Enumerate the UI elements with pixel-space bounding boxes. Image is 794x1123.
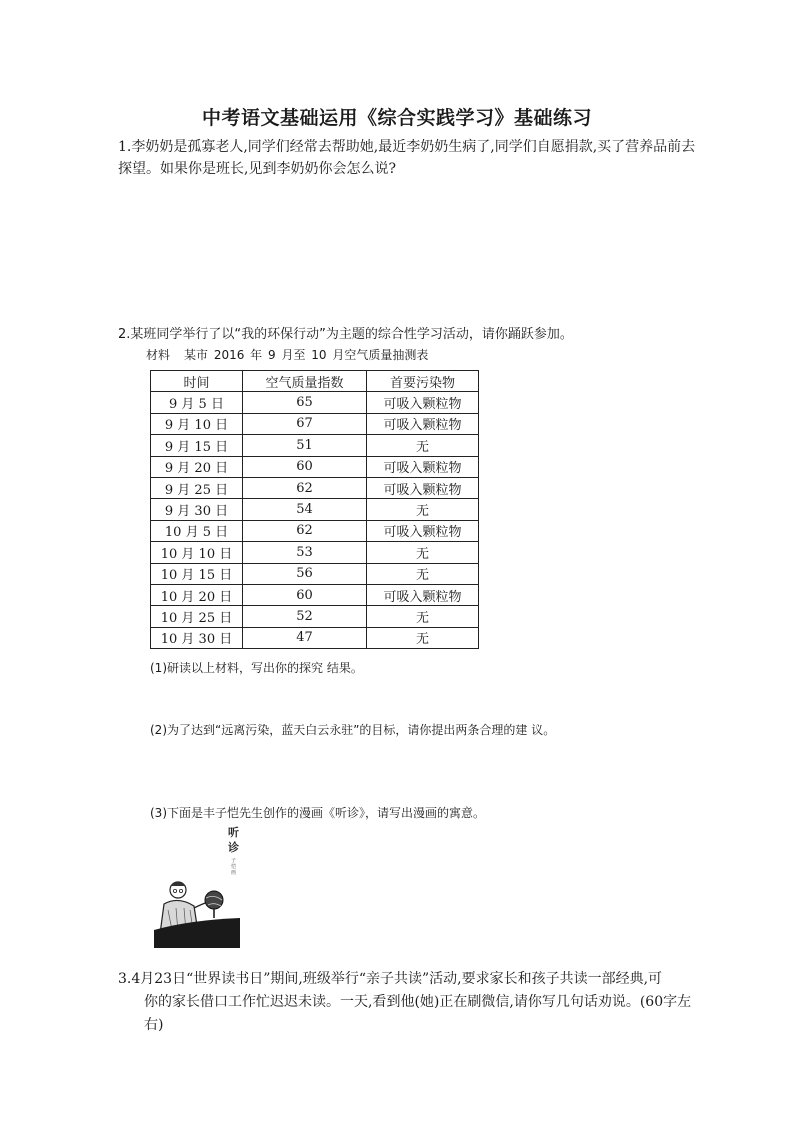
pollutant-cell: 可吸入颗粒物 bbox=[367, 520, 479, 541]
question-2-part-2: (2)为了达到“远离污染，蓝天白云永驻”的目标，请你提出两条合理的建 议。 bbox=[150, 723, 556, 737]
aqi-cell: 65 bbox=[243, 392, 367, 413]
material-title: 某市 2016 年 9 月至 10 月空气质量抽测表 bbox=[184, 348, 429, 362]
question-3-line-2: 你的家长借口工作忙迟迟未读。一天,看到他(她)正在刷微信,请你写几句话劝说。(60字左 bbox=[144, 994, 692, 1010]
pollutant-cell: 无 bbox=[367, 435, 479, 456]
table-row bbox=[151, 606, 479, 627]
date-cell: 9 月 20 日 bbox=[151, 456, 243, 477]
table-row bbox=[151, 584, 479, 605]
question-2-part-3: (3)下面是丰子恺先生创作的漫画《听诊》，请写出漫画的寓意。 bbox=[150, 806, 486, 820]
comic-signature-3: 画 bbox=[231, 870, 237, 876]
material-caption bbox=[146, 346, 428, 363]
table-row bbox=[151, 413, 479, 434]
table-header-cell: 空气质量指数 bbox=[243, 371, 367, 392]
aqi-cell: 62 bbox=[243, 477, 367, 498]
table-header-cell: 时间 bbox=[151, 371, 243, 392]
date-cell: 10 月 10 日 bbox=[151, 542, 243, 563]
air-quality-table bbox=[150, 370, 479, 649]
table-row bbox=[151, 563, 479, 584]
table-row bbox=[151, 499, 479, 520]
question-2: 2.某班同学举行了以“我的环保行动”为主题的综合性学习活动，请你踊跃参加。 bbox=[118, 327, 573, 342]
aqi-cell: 56 bbox=[243, 563, 367, 584]
pollutant-cell: 无 bbox=[367, 606, 479, 627]
comic-illustration bbox=[150, 822, 242, 948]
pollutant-cell: 可吸入颗粒物 bbox=[367, 584, 479, 605]
aqi-cell: 47 bbox=[243, 627, 367, 648]
aqi-cell: 51 bbox=[243, 435, 367, 456]
pollutant-cell: 无 bbox=[367, 499, 479, 520]
table-row bbox=[151, 456, 479, 477]
question-3-line-3: 右) bbox=[144, 1017, 164, 1033]
comic-signature-2: 恺 bbox=[231, 864, 237, 870]
aqi-cell: 60 bbox=[243, 456, 367, 477]
date-cell: 10 月 20 日 bbox=[151, 584, 243, 605]
pollutant-cell: 可吸入颗粒物 bbox=[367, 477, 479, 498]
pollutant-cell: 可吸入颗粒物 bbox=[367, 456, 479, 477]
date-cell: 10 月 25 日 bbox=[151, 606, 243, 627]
globe-icon bbox=[205, 891, 223, 909]
question-1: 1.李奶奶是孤寡老人,同学们经常去帮助她,最近李奶奶生病了,同学们自愿捐款,买了营养品前去探望。如果你是班长,见到李奶奶你会怎么说? bbox=[118, 139, 696, 177]
comic-title-char-1: 听 bbox=[228, 826, 239, 839]
question-2-part-1: (1)研读以上材料，写出你的探究 结果。 bbox=[150, 661, 363, 675]
date-cell: 9 月 10 日 bbox=[151, 413, 243, 434]
table-row bbox=[151, 542, 479, 563]
comic-title-char-2: 诊 bbox=[228, 841, 239, 854]
aqi-cell: 54 bbox=[243, 499, 367, 520]
date-cell: 9 月 25 日 bbox=[151, 477, 243, 498]
table-header-row bbox=[151, 371, 479, 392]
question-3-line-1: 3.4月23日“世界读书日”期间,班级举行“亲子共读”活动,要求家长和孩子共读一部经典,可 bbox=[118, 971, 663, 987]
page-title: 中考语文基础运用《综合实践学习》基础练习 bbox=[201, 107, 592, 129]
pollutant-cell: 无 bbox=[367, 563, 479, 584]
pollutant-cell: 无 bbox=[367, 627, 479, 648]
pollutant-cell: 可吸入颗粒物 bbox=[367, 392, 479, 413]
aqi-cell: 52 bbox=[243, 606, 367, 627]
aqi-cell: 62 bbox=[243, 520, 367, 541]
pollutant-cell: 可吸入颗粒物 bbox=[367, 413, 479, 434]
date-cell: 9 月 5 日 bbox=[151, 392, 243, 413]
doctor-hair bbox=[170, 882, 186, 886]
aqi-cell: 53 bbox=[243, 542, 367, 563]
table-row bbox=[151, 392, 479, 413]
date-cell: 10 月 5 日 bbox=[151, 520, 243, 541]
date-cell: 10 月 30 日 bbox=[151, 627, 243, 648]
aqi-cell: 60 bbox=[243, 584, 367, 605]
date-cell: 9 月 15 日 bbox=[151, 435, 243, 456]
material-label: 材料 bbox=[146, 348, 171, 362]
comic-drawing bbox=[150, 822, 242, 948]
pollutant-cell: 无 bbox=[367, 542, 479, 563]
aqi-cell: 67 bbox=[243, 413, 367, 434]
table-header-cell: 首要污染物 bbox=[367, 371, 479, 392]
date-cell: 10 月 15 日 bbox=[151, 563, 243, 584]
table-row bbox=[151, 435, 479, 456]
question-3 bbox=[118, 968, 708, 1037]
table-row bbox=[151, 627, 479, 648]
comic-signature-1: 子 bbox=[231, 858, 237, 864]
table-row bbox=[151, 477, 479, 498]
date-cell: 9 月 30 日 bbox=[151, 499, 243, 520]
table-row bbox=[151, 520, 479, 541]
